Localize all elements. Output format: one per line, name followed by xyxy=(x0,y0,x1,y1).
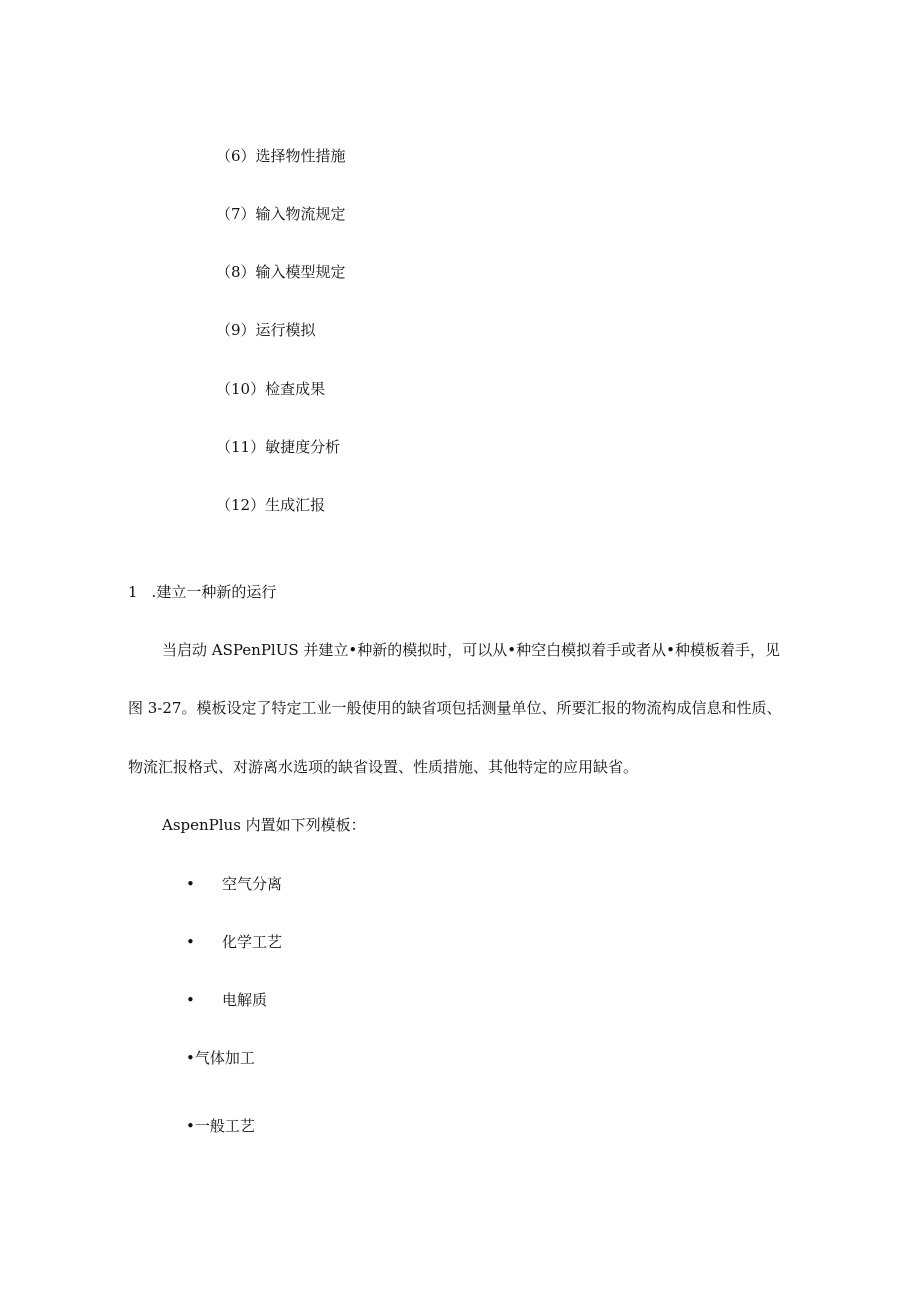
section-number: 1 xyxy=(128,583,138,601)
template-list-item xyxy=(186,1116,255,1136)
section-title: .建立一种新的运行 xyxy=(151,583,277,601)
step-item-8: （8）输入模型规定 xyxy=(216,263,346,281)
paragraph-line-2: 图 3-27。模板设定了特定工业一般使用的缺省项包括测量单位、所要汇报的物流构成信息和性质、 xyxy=(128,699,782,717)
template-list-item xyxy=(186,990,267,1010)
paragraph-line-1: 当启动 ASPenPlUS 并建立•种新的模拟时，可以从•种空白模拟着手或者从•种模板着手，见 xyxy=(162,641,780,659)
section-heading xyxy=(128,582,276,602)
step-item-10: （10）检查成果 xyxy=(216,380,326,398)
step-item-9: （9）运行模拟 xyxy=(216,321,316,339)
step-item-11: （11）敏捷度分析 xyxy=(216,438,341,456)
step-item-7: （7）输入物流规定 xyxy=(216,205,346,223)
templates-intro: AspenPlus 内置如下列模板： xyxy=(162,816,366,834)
template-label: 一般工艺 xyxy=(194,1117,255,1135)
template-label: 气体加工 xyxy=(194,1049,255,1067)
bullet-icon: • xyxy=(186,1049,195,1067)
template-label: 空气分离 xyxy=(222,875,283,893)
paragraph-line-3: 物流汇报格式、对游离水选项的缺省设置、性质措施、其他特定的应用缺省。 xyxy=(128,758,639,776)
bullet-icon: • xyxy=(186,875,195,893)
step-item-12: （12）生成汇报 xyxy=(216,496,326,514)
template-list-item xyxy=(186,1048,255,1068)
template-list-item xyxy=(186,932,282,952)
template-label: 化学工艺 xyxy=(222,933,283,951)
template-list-item xyxy=(186,874,282,894)
bullet-icon: • xyxy=(186,1117,195,1135)
bullet-icon: • xyxy=(186,991,195,1009)
template-label: 电解质 xyxy=(222,991,268,1009)
bullet-icon: • xyxy=(186,933,195,951)
step-item-6: （6）选择物性措施 xyxy=(216,147,346,165)
